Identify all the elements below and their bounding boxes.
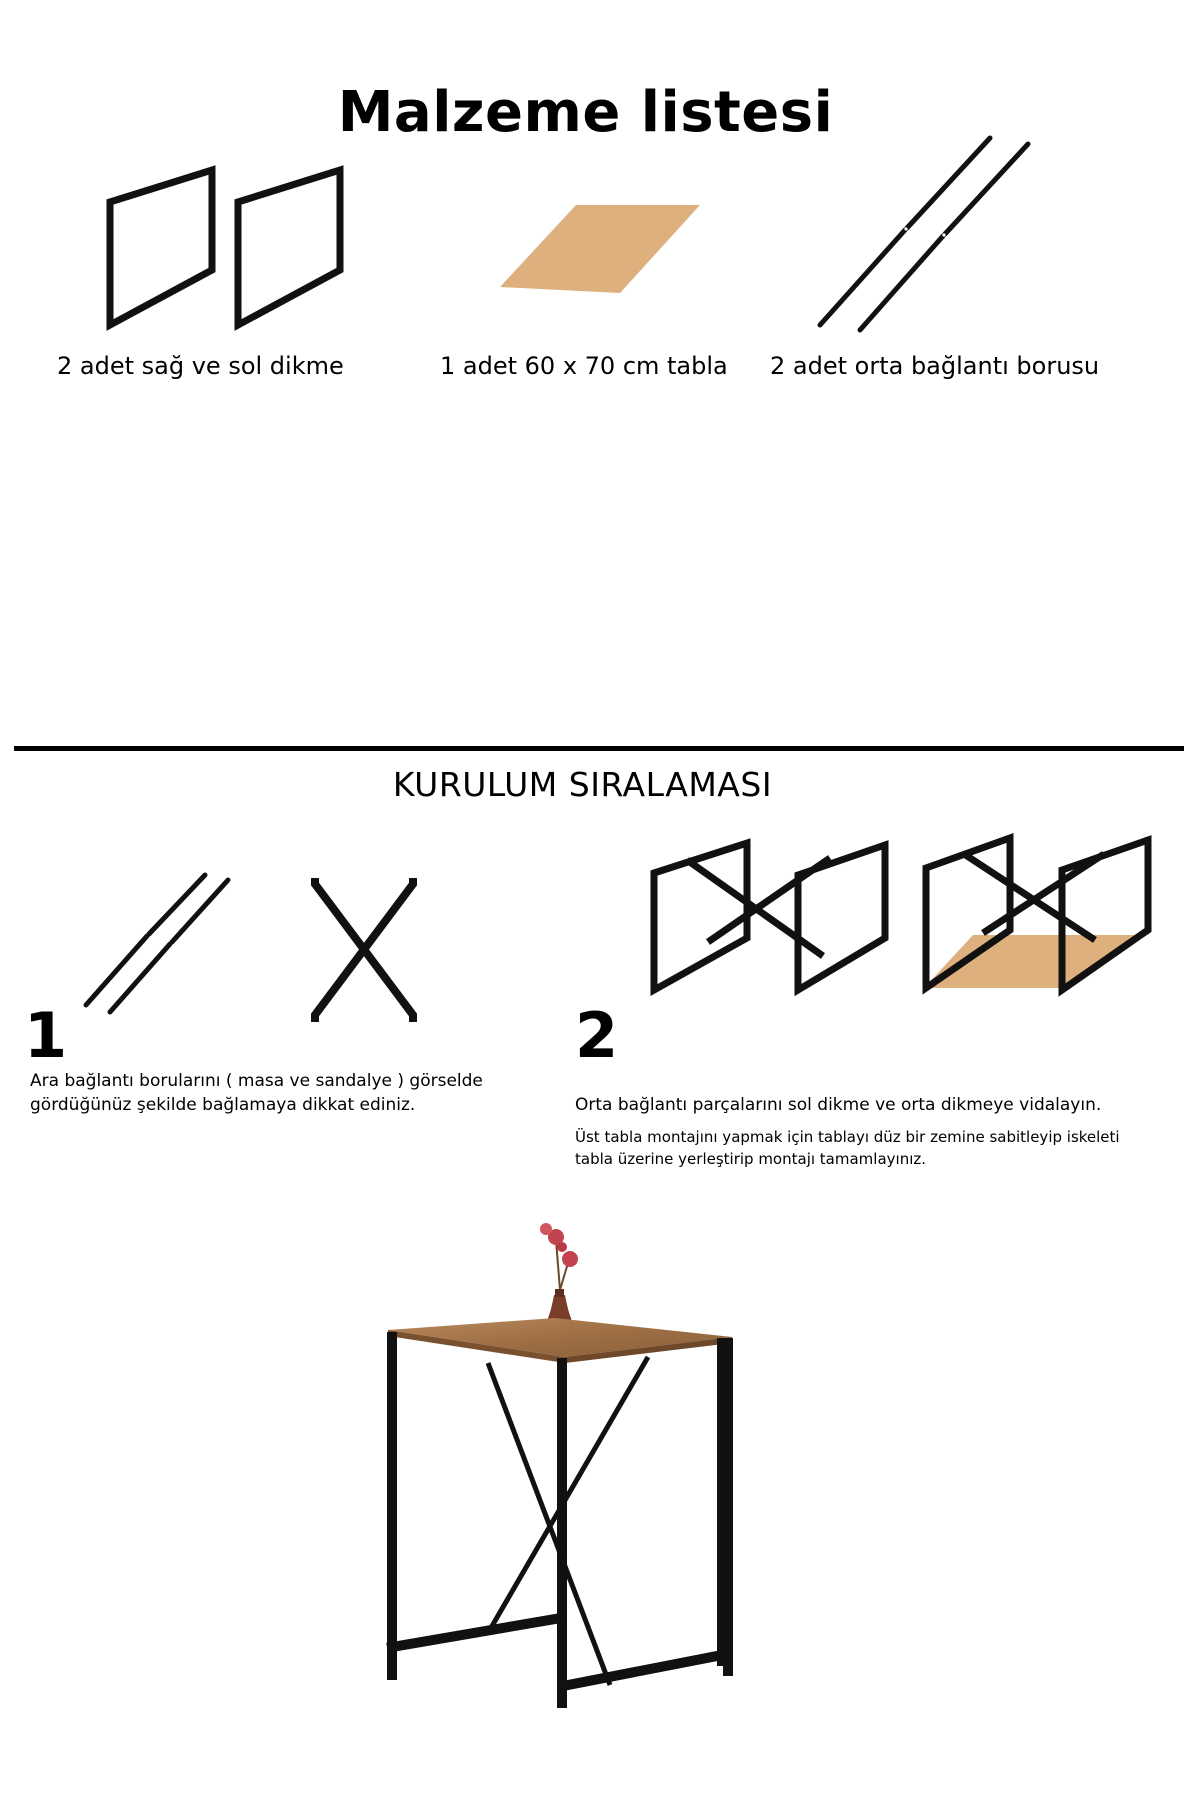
step2-text: Orta bağlantı parçalarını sol dikme ve orta dikmeye vidalayın. [575,1095,1102,1115]
step1-cross-illustration [305,870,425,1020]
section-title: KURULUM SIRALAMASI [392,765,773,804]
assembled-table-illustration [370,1215,750,1715]
side-frames-illustration [100,160,350,340]
step2-frame-assembly-illustration [640,835,900,1005]
step1-text [30,1069,483,1117]
step2-tabletop-assembly-illustration [918,830,1158,1005]
step-number-1: 1 [24,999,68,1072]
step2-note-line1: Üst tabla montajını yapmak için tablayı düz bir zemine sabitleyip iskeleti [575,1128,1120,1146]
step1-text-line2: gördüğünüz şekilde bağlamaya dikkat ediniz. [30,1095,416,1115]
material-label-tabletop: 1 adet 60 x 70 cm tabla [440,352,728,380]
pipes-illustration [810,130,1040,340]
material-label-frames: 2 adet sağ ve sol dikme [57,352,344,380]
step2-note-line2: tabla üzerine yerleştirip montajı tamamlayınız. [575,1150,927,1168]
step1-text-line1: Ara bağlantı borularını ( masa ve sandalye ) görselde [30,1071,483,1091]
step2-note [575,1126,1120,1170]
page-title: Malzeme listesi [337,80,834,145]
section-divider [14,746,1184,751]
step1-pipes-illustration [80,870,240,1020]
tabletop-illustration [490,200,710,300]
material-label-pipes: 2 adet orta bağlantı borusu [770,352,1100,380]
step-number-2: 2 [575,999,619,1072]
